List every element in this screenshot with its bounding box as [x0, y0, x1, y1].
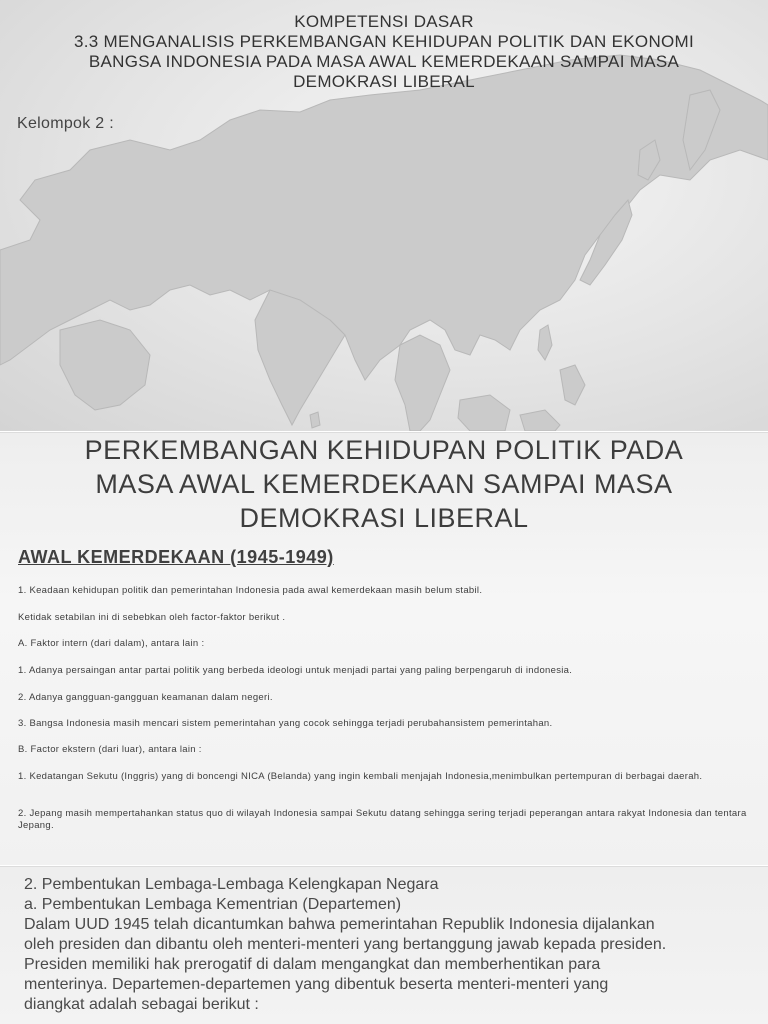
- slide-political-development: [0, 432, 768, 865]
- competency-title-line-2: 3.3 MENGANALISIS PERKEMBANGAN KEHIDUPAN POLITIK DAN EKONOMI: [73, 32, 695, 51]
- slide-title-competency: [0, 0, 768, 431]
- paragraph: 3. Bangsa Indonesia masih mencari sistem pemerintahan yang cocok sehingga terjadi perubahansistem pemerintahan.: [18, 718, 553, 729]
- section-heading: AWAL KEMERDEKAAN (1945-1949): [18, 547, 334, 567]
- slide-state-institutions: [0, 866, 768, 1024]
- paragraph: 2. Jepang masih mempertahankan status quo di wilayah Indonesia sampai Sekutu datang sehingga sering terjadi peperangan antara rakyat Indonesia dan tentara Jepang.: [18, 808, 747, 831]
- paragraph: 2. Adanya gangguan-gangguan keamanan dalam negeri.: [18, 692, 273, 703]
- slide3-line-6: menterinya. Departemen-departemen yang dibentuk beserta menteri-menteri yang: [24, 976, 609, 993]
- slide3-line-4: oleh presiden dan dibantu oleh menteri-menteri yang bertanggung jawab kepada presiden.: [24, 936, 667, 953]
- slide3-line-7: diangkat adalah sebagai berikut :: [24, 996, 259, 1013]
- competency-title-line-4: DEMOKRASI LIBERAL: [293, 72, 475, 91]
- paragraph: 1. Adanya persaingan antar partai politik yang berbeda ideologi untuk menjadi partai yang paling berpengaruh di indonesia.: [18, 665, 573, 676]
- slide3-line-3: Dalam UUD 1945 telah dicantumkan bahwa pemerintahan Republik Indonesia dijalankan: [24, 916, 655, 933]
- competency-title: [40, 12, 728, 92]
- paragraph: B. Factor ekstern (dari luar), antara lain :: [18, 744, 202, 755]
- group-label: Kelompok 2 :: [17, 115, 114, 132]
- slide3-line-1: 2. Pembentukan Lembaga-Lembaga Kelengkapan Negara: [24, 876, 439, 893]
- slide3-line-5: Presiden memiliki hak prerogatif di dalam mengangkat dan memberhentikan para: [24, 956, 601, 973]
- slide2-title-line-1: PERKEMBANGAN KEHIDUPAN POLITIK PADA: [84, 435, 684, 465]
- slide2-title-line-2: MASA AWAL KEMERDEKAAN SAMPAI MASA: [95, 469, 673, 499]
- competency-title-line-1: KOMPETENSI DASAR: [294, 12, 474, 31]
- paragraph: Ketidak setabilan ini di sebebkan oleh factor-faktor berikut .: [18, 612, 286, 623]
- slide2-title-line-3: DEMOKRASI LIBERAL: [239, 503, 529, 533]
- slide2-title: [20, 433, 748, 535]
- paragraph: 1. Keadaan kehidupan politik dan pemerintahan Indonesia pada awal kemerdekaan masih belum stabil.: [18, 585, 483, 596]
- paragraph: A. Faktor intern (dari dalam), antara lain :: [18, 638, 205, 649]
- paragraph: 1. Kedatangan Sekutu (Inggris) yang di boncengi NICA (Belanda) yang ingin kembali menjajah Indonesia,menimbulkan pertempuran di berbagai daerah.: [18, 771, 703, 782]
- slide3-body: [24, 875, 754, 1015]
- slide3-line-2: a. Pembentukan Lembaga Kementrian (Departemen): [24, 896, 402, 913]
- competency-title-line-3: BANGSA INDONESIA PADA MASA AWAL KEMERDEKAAN SAMPAI MASA: [88, 52, 680, 71]
